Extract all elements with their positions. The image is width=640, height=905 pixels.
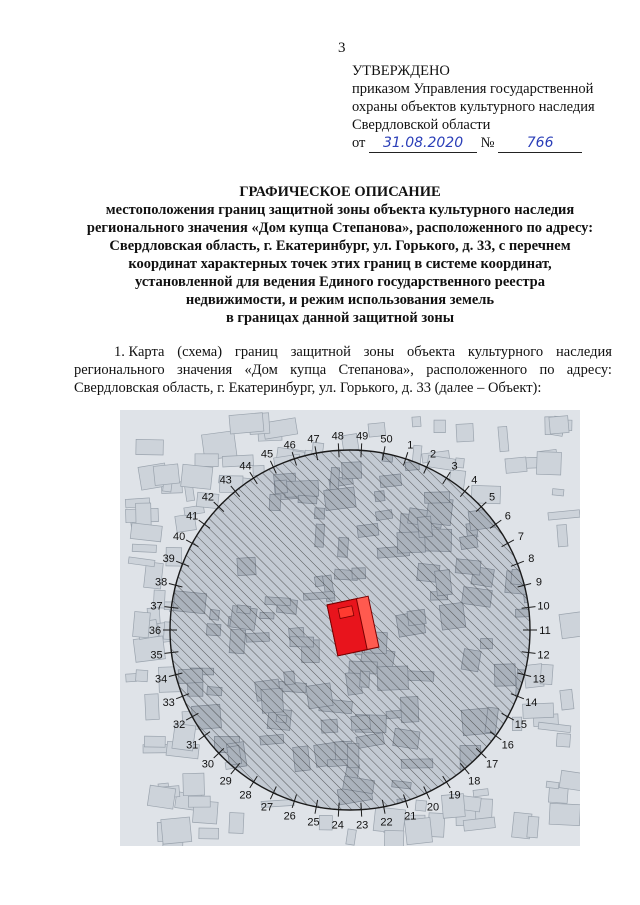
boundary-point-label: 24 bbox=[331, 819, 344, 832]
map-block bbox=[229, 813, 244, 834]
map-block bbox=[498, 426, 509, 451]
title-line: местоположения границ защитной зоны объекта культурного наследия bbox=[105, 202, 575, 218]
boundary-point-label: 12 bbox=[537, 649, 550, 662]
map-block bbox=[161, 817, 192, 844]
approval-line: приказом Управления государственной bbox=[352, 81, 594, 97]
word: границ bbox=[234, 344, 278, 360]
map-block bbox=[549, 803, 580, 825]
word: по bbox=[539, 362, 555, 378]
paragraph-line bbox=[74, 379, 612, 397]
title-line: координат характерных точек этих границ в системе координат, bbox=[128, 256, 552, 272]
boundary-point-label: 41 bbox=[186, 510, 199, 523]
boundary-point-label: 3 bbox=[451, 460, 458, 473]
word: 1. Карта bbox=[114, 344, 165, 360]
boundary-point-label: 5 bbox=[489, 491, 496, 504]
order-date-field bbox=[369, 134, 477, 153]
map-block bbox=[412, 417, 421, 427]
boundary-point-label: 6 bbox=[504, 510, 511, 523]
boundary-point-label: 38 bbox=[154, 576, 168, 589]
word: защитной bbox=[290, 344, 351, 360]
order-number-field bbox=[498, 134, 582, 153]
boundary-point-label: 20 bbox=[426, 801, 440, 814]
boundary-point-label: 30 bbox=[201, 758, 215, 771]
map-block bbox=[183, 773, 205, 796]
approval-heading: УТВЕРЖДЕНО bbox=[352, 63, 450, 79]
boundary-point-label: 49 bbox=[356, 430, 369, 443]
boundary-point-label: 2 bbox=[429, 448, 437, 461]
map-block bbox=[199, 828, 219, 839]
boundary-point-label: 42 bbox=[201, 491, 215, 504]
boundary-point-label: 33 bbox=[162, 696, 175, 709]
word: культурного bbox=[467, 344, 544, 360]
boundary-point-label: 40 bbox=[172, 531, 186, 544]
map-block bbox=[132, 544, 156, 552]
word: Свердловская область, г. Екатеринбург, ул. Горького, д. 33 (далее – Объект): bbox=[74, 380, 542, 396]
map-block bbox=[556, 733, 570, 747]
map-block bbox=[229, 413, 264, 434]
approval-line: охраны объектов культурного наследия bbox=[352, 99, 595, 115]
boundary-point-label: 44 bbox=[239, 460, 252, 473]
word: адресу: bbox=[566, 362, 612, 378]
map-block bbox=[536, 452, 561, 475]
boundary-point-label: 1 bbox=[407, 439, 414, 452]
map-block bbox=[126, 673, 137, 682]
word: наследия bbox=[556, 344, 612, 360]
title-line: Свердловская область, г. Екатеринбург, ул. Горького, д. 33, с перечнем bbox=[109, 238, 571, 254]
map-block bbox=[559, 610, 580, 639]
zone-map-svg bbox=[120, 410, 580, 846]
map-block bbox=[145, 694, 160, 720]
boundary-point-label: 32 bbox=[172, 718, 186, 731]
boundary-point-label: 10 bbox=[537, 600, 550, 613]
title-line: установленной для ведения Единого государственного реестра bbox=[135, 274, 545, 290]
boundary-point-label: 28 bbox=[239, 789, 252, 802]
map-block bbox=[415, 800, 427, 811]
map-block bbox=[153, 464, 179, 486]
approval-stamp bbox=[352, 62, 632, 153]
boundary-point-label: 47 bbox=[307, 433, 320, 446]
title-line: недвижимости, и режим использования земель bbox=[185, 292, 495, 308]
order-number: 766 bbox=[526, 135, 554, 151]
body-paragraph bbox=[74, 343, 612, 397]
map-block bbox=[557, 524, 568, 546]
boundary-point-label: 8 bbox=[528, 553, 535, 566]
map-block bbox=[144, 736, 165, 747]
boundary-point-label: 50 bbox=[380, 433, 393, 446]
boundary-point-label: 34 bbox=[154, 673, 168, 686]
word: регионального bbox=[74, 362, 165, 378]
boundary-point-label: 15 bbox=[514, 718, 528, 731]
boundary-tick bbox=[356, 809, 366, 810]
map-block bbox=[456, 423, 474, 442]
boundary-point-label: 31 bbox=[186, 739, 199, 752]
boundary-point-label: 46 bbox=[283, 439, 296, 452]
page-number: 3 bbox=[338, 40, 346, 56]
map-block bbox=[527, 816, 539, 838]
word: объекта bbox=[407, 344, 456, 360]
boundary-point-label: 43 bbox=[219, 474, 232, 487]
boundary-point-label: 26 bbox=[283, 810, 296, 823]
boundary-point-label: 45 bbox=[260, 448, 274, 461]
paragraph-line bbox=[74, 343, 612, 361]
map-block bbox=[384, 830, 404, 846]
boundary-point-label: 48 bbox=[331, 430, 344, 443]
boundary-point-label: 9 bbox=[535, 576, 542, 589]
boundary-point-label: 17 bbox=[485, 758, 499, 771]
boundary-point-label: 18 bbox=[468, 775, 481, 788]
word: зоны bbox=[363, 344, 395, 360]
word: (схема) bbox=[177, 344, 223, 360]
word: купца bbox=[290, 362, 327, 378]
boundary-point-label: 22 bbox=[380, 816, 393, 829]
boundary-point-label: 4 bbox=[471, 474, 478, 487]
map-block bbox=[434, 420, 445, 433]
map-block bbox=[505, 457, 527, 473]
number-prefix: № bbox=[480, 135, 495, 151]
approval-date-row bbox=[352, 134, 632, 153]
map-block bbox=[136, 439, 164, 455]
boundary-point-label: 36 bbox=[148, 625, 162, 637]
word: расположенного bbox=[426, 362, 528, 378]
boundary-point-label: 39 bbox=[162, 553, 175, 566]
boundary-point-label: 27 bbox=[260, 801, 274, 814]
map-block bbox=[549, 416, 569, 434]
map-block bbox=[473, 789, 489, 797]
title-line: в границах данной защитной зоны bbox=[225, 310, 455, 326]
map-block bbox=[559, 770, 580, 791]
map-block bbox=[181, 464, 213, 489]
boundary-point-label: 14 bbox=[525, 696, 538, 709]
title-line: регионального значения «Дом купца Степанова», расположенного по адресу: bbox=[86, 220, 594, 236]
document-title bbox=[40, 183, 640, 327]
protection-zone-map bbox=[120, 410, 580, 846]
map-block bbox=[319, 815, 332, 830]
map-block bbox=[560, 689, 574, 710]
boundary-point-label: 16 bbox=[501, 739, 514, 752]
map-block bbox=[412, 445, 422, 463]
map-block bbox=[130, 523, 162, 542]
boundary-tick bbox=[334, 450, 344, 451]
map-block bbox=[552, 489, 564, 496]
boundary-point-label: 25 bbox=[307, 816, 320, 829]
approval-line: Свердловской области bbox=[352, 117, 491, 133]
title-line: ГРАФИЧЕСКОЕ ОПИСАНИЕ bbox=[239, 184, 441, 200]
paragraph-line bbox=[74, 361, 612, 379]
map-block bbox=[147, 785, 175, 809]
word: Степанова», bbox=[338, 362, 414, 378]
boundary-point-label: 11 bbox=[539, 625, 551, 637]
boundary-point-label: 23 bbox=[356, 819, 369, 832]
map-block bbox=[195, 454, 218, 467]
word: значения bbox=[176, 362, 233, 378]
boundary-point-label: 19 bbox=[448, 789, 461, 802]
map-block bbox=[546, 781, 559, 789]
boundary-point-label: 7 bbox=[517, 531, 524, 544]
date-prefix: от bbox=[352, 135, 366, 151]
boundary-point-label: 35 bbox=[150, 649, 163, 662]
map-block bbox=[136, 670, 148, 682]
map-block bbox=[188, 796, 210, 807]
boundary-point-label: 13 bbox=[532, 673, 546, 686]
map-block bbox=[346, 829, 357, 845]
word: «Дом bbox=[244, 362, 278, 378]
boundary-tick bbox=[334, 809, 344, 810]
boundary-point-label: 21 bbox=[404, 810, 417, 823]
boundary-tick bbox=[356, 450, 366, 451]
order-date: 31.08.2020 bbox=[382, 135, 464, 151]
map-block bbox=[133, 612, 151, 638]
boundary-point-label: 37 bbox=[150, 600, 163, 613]
boundary-point-label: 29 bbox=[219, 775, 232, 788]
